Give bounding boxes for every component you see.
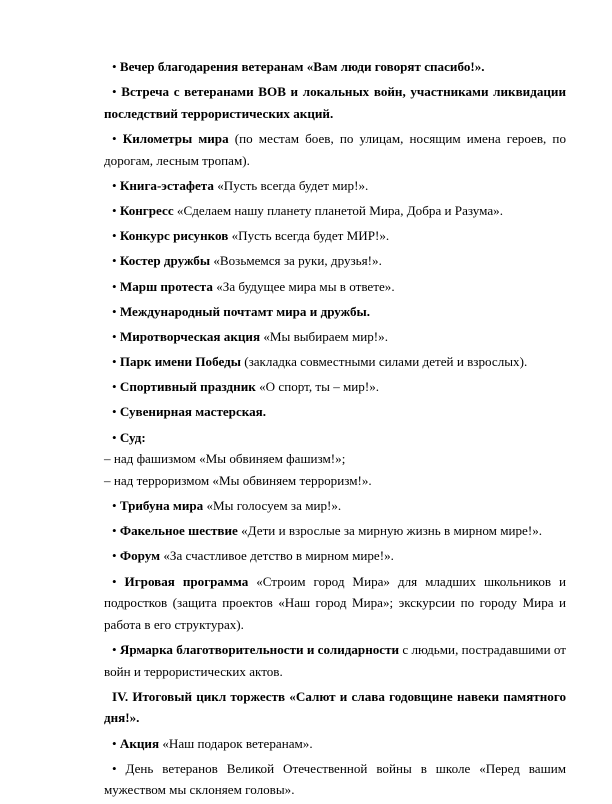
list-item: • Акция «Наш подарок ветеранам».: [112, 735, 313, 751]
list-item: • Вечер благодарения ветеранам «Вам люди говорят спасибо!».: [112, 59, 485, 74]
sub-line: – над фашизмом «Мы обвиняем фашизм!»;: [104, 451, 346, 467]
list-item: • Факельное шествие «Дети и взрослые за мирную жизнь в мирном мире!».: [112, 523, 543, 539]
list-item: • Конгресс «Сделаем нашу планету планетой Мира, Добра и Разума».: [112, 202, 503, 218]
list-item: • Костер дружбы «Возьмемся за руки, друзья!».: [112, 253, 382, 269]
list-item: • Миротворческая акция «Мы выбираем мир!».: [112, 328, 388, 344]
list-item: • Ярмарка благотворительности и солидарности с людьми, пострадавшими от войн и террористических актов.: [104, 641, 566, 679]
list-item: • Парк имени Победы (закладка совместными силами детей и взрослых).: [112, 354, 528, 370]
list-item: • Встреча с ветеранами ВОВ и локальных войн, участниками ликвидации последствий террористических акций.: [104, 84, 567, 121]
list-item: • Международный почтамт мира и дружбы.: [112, 303, 371, 319]
list-item: • Сувенирная мастерская.: [112, 404, 267, 420]
list-item: • Форум «За счастливое детство в мирном мире!».: [112, 548, 394, 564]
list-item: • День ветеранов Великой Отечественной войны в школе «Перед вашим мужеством мы склоняем головы».: [104, 760, 566, 798]
list-item: • Трибуна мира «Мы голосуем за мир!».: [112, 498, 342, 513]
list-item: • Спортивный праздник «О спорт, ты – мир!».: [112, 379, 380, 395]
list-item: • Километры мира (по местам боев, по улицам, носящим имена героев, по дорогам, лесным тропам).: [104, 130, 566, 168]
section-heading: IV. Итоговый цикл торжеств «Салют и слава годовщине навеки памятного дня!».: [104, 688, 566, 726]
list-item: • Книга-эстафета «Пусть всегда будет мир!».: [112, 177, 369, 193]
list-item: • Конкурс рисунков «Пусть всегда будет МИР!».: [112, 228, 390, 244]
list-item: • Игровая программа «Строим город Мира» для младших школьников и подростков (защита проектов «Наш город Мира»; экскурсии по городу Мира и работа в его структурах).: [104, 573, 566, 632]
list-item: • Марш протеста «За будущее мира мы в ответе».: [112, 278, 395, 294]
sub-line: – над терроризмом «Мы обвиняем терроризм!».: [104, 472, 372, 488]
document-body: [104, 56, 566, 804]
list-item: • Суд:: [112, 429, 146, 445]
